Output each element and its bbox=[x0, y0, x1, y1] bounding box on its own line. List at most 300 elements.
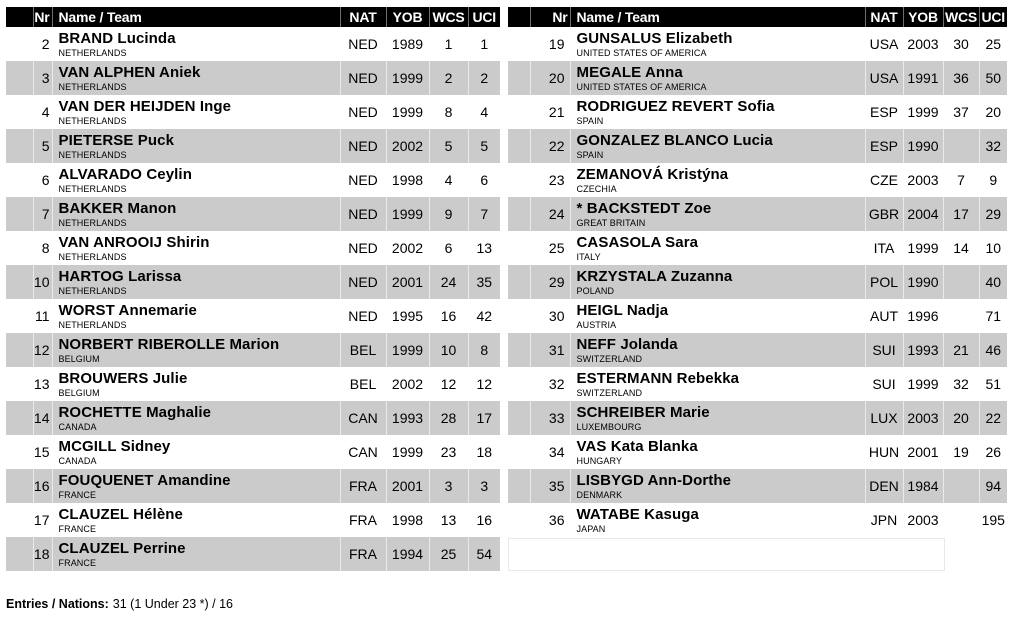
table-row bbox=[508, 401, 1007, 435]
rider-year-of-birth: 1995 bbox=[386, 299, 429, 333]
rider-number: 21 bbox=[530, 95, 570, 129]
table-row bbox=[508, 503, 1007, 537]
rider-name: WORST Annemarie bbox=[58, 301, 197, 319]
rider-name-team bbox=[570, 95, 865, 129]
rider-year-of-birth: 2003 bbox=[903, 163, 943, 197]
row-gutter bbox=[508, 197, 530, 231]
table-row bbox=[6, 27, 500, 61]
rider-nation-code: NED bbox=[340, 61, 386, 95]
rider-number: 17 bbox=[33, 503, 52, 537]
rider-team: NETHERLANDS bbox=[58, 251, 127, 262]
rider-uci-rank: 5 bbox=[468, 129, 500, 163]
rider-team: NETHERLANDS bbox=[58, 81, 127, 92]
header-nr: Nr bbox=[530, 7, 570, 27]
rider-name-team bbox=[52, 367, 340, 401]
rider-nation-code: ESP bbox=[865, 129, 903, 163]
rider-team: NETHERLANDS bbox=[58, 115, 127, 126]
rider-number: 24 bbox=[530, 197, 570, 231]
rider-uci-rank: 42 bbox=[468, 299, 500, 333]
rider-year-of-birth: 1999 bbox=[903, 95, 943, 129]
rider-name-team bbox=[52, 265, 340, 299]
row-gutter bbox=[508, 231, 530, 265]
header-wcs: WCS bbox=[429, 7, 468, 27]
rider-name: MCGILL Sidney bbox=[58, 437, 171, 455]
rider-nation-code: USA bbox=[865, 27, 903, 61]
header-wcs: WCS bbox=[944, 9, 978, 25]
rider-name-team bbox=[570, 27, 865, 61]
rider-wcs-rank bbox=[943, 129, 979, 163]
rider-year-of-birth: 2002 bbox=[386, 129, 429, 163]
rider-team: NETHERLANDS bbox=[58, 217, 127, 228]
rider-wcs-rank: 8 bbox=[429, 95, 468, 129]
rider-team: SWITZERLAND bbox=[576, 387, 643, 398]
table-row bbox=[508, 163, 1007, 197]
rider-name-team bbox=[570, 435, 865, 469]
rider-name-team bbox=[52, 503, 340, 537]
row-gutter bbox=[6, 537, 33, 571]
rider-wcs-rank: 28 bbox=[429, 401, 468, 435]
rider-name-team bbox=[570, 265, 865, 299]
rider-year-of-birth: 1999 bbox=[903, 231, 943, 265]
rider-number: 2 bbox=[33, 27, 52, 61]
rider-name-team bbox=[52, 129, 340, 163]
rider-team: BELGIUM bbox=[58, 387, 100, 398]
rider-wcs-rank: 19 bbox=[943, 435, 979, 469]
rider-number: 12 bbox=[33, 333, 52, 367]
rider-name-team bbox=[570, 129, 865, 163]
header-nr: Nr bbox=[33, 7, 52, 27]
rider-name: CASASOLA Sara bbox=[576, 233, 699, 251]
rider-name-team bbox=[52, 95, 340, 129]
rider-number: 31 bbox=[530, 333, 570, 367]
rider-name: HEIGL Nadja bbox=[576, 301, 669, 319]
table-row bbox=[6, 537, 500, 571]
row-gutter bbox=[508, 333, 530, 367]
rider-wcs-rank: 5 bbox=[429, 129, 468, 163]
rider-year-of-birth: 2001 bbox=[903, 435, 943, 469]
row-gutter bbox=[6, 299, 33, 333]
rider-name: NORBERT RIBEROLLE Marion bbox=[58, 335, 280, 353]
table-row bbox=[6, 231, 500, 265]
rider-number: 5 bbox=[33, 129, 52, 163]
rider-year-of-birth: 2003 bbox=[903, 503, 943, 537]
rider-year-of-birth: 2003 bbox=[903, 27, 943, 61]
rider-nation-code: NED bbox=[340, 299, 386, 333]
row-gutter bbox=[6, 367, 33, 401]
table-row bbox=[6, 333, 500, 367]
rider-wcs-rank: 24 bbox=[429, 265, 468, 299]
rider-uci-rank: 29 bbox=[979, 197, 1007, 231]
rider-name: BAKKER Manon bbox=[58, 199, 177, 217]
rider-wcs-rank: 6 bbox=[429, 231, 468, 265]
rider-wcs-rank: 10 bbox=[429, 333, 468, 367]
rider-uci-rank: 8 bbox=[468, 333, 500, 367]
rider-wcs-rank: 36 bbox=[943, 61, 979, 95]
rider-team: BELGIUM bbox=[58, 353, 100, 364]
rider-wcs-rank bbox=[943, 299, 979, 333]
rider-name: VAN DER HEIJDEN Inge bbox=[58, 97, 232, 115]
rider-nation-code: LUX bbox=[865, 401, 903, 435]
rider-nation-code: NED bbox=[340, 197, 386, 231]
rider-number: 15 bbox=[33, 435, 52, 469]
table-row bbox=[6, 197, 500, 231]
rider-nation-code: AUT bbox=[865, 299, 903, 333]
rider-name-team bbox=[570, 197, 865, 231]
rider-team: LUXEMBOURG bbox=[576, 421, 642, 432]
rider-number: 13 bbox=[33, 367, 52, 401]
rider-nation-code: ESP bbox=[865, 95, 903, 129]
rider-name-team bbox=[570, 503, 865, 537]
rider-number: 23 bbox=[530, 163, 570, 197]
row-gutter bbox=[6, 27, 33, 61]
row-gutter bbox=[6, 503, 33, 537]
rider-name-team bbox=[570, 401, 865, 435]
rider-year-of-birth: 1999 bbox=[386, 61, 429, 95]
rider-name-team bbox=[570, 163, 865, 197]
row-gutter bbox=[508, 163, 530, 197]
rider-nation-code: BEL bbox=[340, 367, 386, 401]
start-list-table-left bbox=[6, 7, 500, 571]
table-row bbox=[508, 299, 1007, 333]
rider-team: SWITZERLAND bbox=[576, 353, 643, 364]
table-row bbox=[6, 95, 500, 129]
rider-team: SPAIN bbox=[576, 115, 604, 126]
rider-uci-rank: 7 bbox=[468, 197, 500, 231]
rider-year-of-birth: 2003 bbox=[903, 401, 943, 435]
header-uci: UCI bbox=[979, 7, 1007, 27]
rider-wcs-rank: 25 bbox=[429, 537, 468, 571]
rider-year-of-birth: 1999 bbox=[386, 197, 429, 231]
rider-uci-rank: 10 bbox=[979, 231, 1007, 265]
rider-number: 34 bbox=[530, 435, 570, 469]
row-gutter bbox=[6, 163, 33, 197]
rider-name: CLAUZEL Perrine bbox=[58, 539, 186, 557]
rider-team: AUSTRIA bbox=[576, 319, 617, 330]
row-gutter bbox=[6, 197, 33, 231]
row-gutter bbox=[508, 265, 530, 299]
rider-number: 18 bbox=[33, 537, 52, 571]
table-row bbox=[508, 333, 1007, 367]
rider-number: 3 bbox=[33, 61, 52, 95]
rider-team: UNITED STATES OF AMERICA bbox=[576, 81, 707, 92]
rider-name: BROUWERS Julie bbox=[58, 369, 188, 387]
rider-number: 29 bbox=[530, 265, 570, 299]
table-row bbox=[508, 469, 1007, 503]
rider-team: JAPAN bbox=[576, 523, 606, 534]
rider-nation-code: CZE bbox=[865, 163, 903, 197]
row-gutter bbox=[508, 95, 530, 129]
rider-number: 25 bbox=[530, 231, 570, 265]
rider-uci-rank: 71 bbox=[979, 299, 1007, 333]
rider-nation-code: NED bbox=[340, 265, 386, 299]
rider-nation-code: NED bbox=[340, 163, 386, 197]
rider-uci-rank: 13 bbox=[468, 231, 500, 265]
rider-name-team bbox=[570, 333, 865, 367]
rider-year-of-birth: 1989 bbox=[386, 27, 429, 61]
rider-number: 19 bbox=[530, 27, 570, 61]
row-gutter bbox=[6, 61, 33, 95]
rider-year-of-birth: 1993 bbox=[386, 401, 429, 435]
rider-team: NETHERLANDS bbox=[58, 149, 127, 160]
start-list-table-right bbox=[508, 7, 1007, 537]
rider-wcs-rank: 2 bbox=[429, 61, 468, 95]
rider-uci-rank: 12 bbox=[468, 367, 500, 401]
header-name-team: Name / Team bbox=[570, 7, 865, 27]
rider-year-of-birth: 1993 bbox=[903, 333, 943, 367]
rider-wcs-rank: 9 bbox=[429, 197, 468, 231]
row-gutter bbox=[508, 299, 530, 333]
rider-number: 8 bbox=[33, 231, 52, 265]
rider-year-of-birth: 1984 bbox=[903, 469, 943, 503]
table-row bbox=[6, 367, 500, 401]
table-row bbox=[6, 265, 500, 299]
rider-team: FRANCE bbox=[58, 489, 97, 500]
table-row bbox=[6, 129, 500, 163]
table-row bbox=[6, 163, 500, 197]
rider-name: VAN ANROOIJ Shirin bbox=[58, 233, 210, 251]
rider-year-of-birth: 1998 bbox=[386, 163, 429, 197]
rider-name: HARTOG Larissa bbox=[58, 267, 182, 285]
rider-number: 11 bbox=[33, 299, 52, 333]
rider-year-of-birth: 1991 bbox=[903, 61, 943, 95]
table-row bbox=[508, 265, 1007, 299]
rider-name-team bbox=[570, 61, 865, 95]
rider-nation-code: NED bbox=[340, 129, 386, 163]
rider-nation-code: USA bbox=[865, 61, 903, 95]
rider-team: ITALY bbox=[576, 251, 601, 262]
rider-wcs-rank: 14 bbox=[943, 231, 979, 265]
rider-name: KRZYSTALA Zuzanna bbox=[576, 267, 733, 285]
rider-year-of-birth: 1999 bbox=[903, 367, 943, 401]
rider-uci-rank: 2 bbox=[468, 61, 500, 95]
rider-wcs-rank: 20 bbox=[943, 401, 979, 435]
rider-year-of-birth: 2002 bbox=[386, 231, 429, 265]
rider-wcs-rank bbox=[943, 265, 979, 299]
rider-uci-rank: 51 bbox=[979, 367, 1007, 401]
rider-wcs-rank bbox=[943, 503, 979, 537]
row-gutter bbox=[6, 333, 33, 367]
rider-uci-rank: 50 bbox=[979, 61, 1007, 95]
rider-name-team bbox=[570, 469, 865, 503]
header-nat: NAT bbox=[865, 7, 903, 27]
header-row bbox=[508, 7, 1007, 27]
rider-name-team bbox=[570, 231, 865, 265]
rider-name-team bbox=[52, 61, 340, 95]
rider-name: SCHREIBER Marie bbox=[576, 403, 710, 421]
rider-team: DENMARK bbox=[576, 489, 623, 500]
rider-name-team bbox=[52, 197, 340, 231]
rider-number: 6 bbox=[33, 163, 52, 197]
rider-team: NETHERLANDS bbox=[58, 319, 127, 330]
rider-name: RODRIGUEZ REVERT Sofia bbox=[576, 97, 775, 115]
rider-nation-code: JPN bbox=[865, 503, 903, 537]
rider-uci-rank: 17 bbox=[468, 401, 500, 435]
header-gutter bbox=[508, 7, 530, 27]
table-row bbox=[6, 435, 500, 469]
rider-name: ESTERMANN Rebekka bbox=[576, 369, 740, 387]
rider-nation-code: SUI bbox=[865, 333, 903, 367]
rider-uci-rank: 195 bbox=[979, 503, 1007, 537]
rider-name-team bbox=[570, 299, 865, 333]
rider-year-of-birth: 1999 bbox=[386, 95, 429, 129]
rider-uci-rank: 22 bbox=[979, 401, 1007, 435]
table-body-left bbox=[6, 27, 500, 571]
row-gutter bbox=[508, 129, 530, 163]
table-row bbox=[508, 27, 1007, 61]
row-gutter bbox=[508, 367, 530, 401]
rider-name: NEFF Jolanda bbox=[576, 335, 678, 353]
rider-year-of-birth: 1996 bbox=[903, 299, 943, 333]
rider-name: ZEMANOVÁ Kristýna bbox=[576, 165, 729, 183]
table-row bbox=[6, 61, 500, 95]
rider-uci-rank: 18 bbox=[468, 435, 500, 469]
right-column bbox=[508, 7, 1007, 571]
rider-name-team bbox=[570, 367, 865, 401]
rider-number: 30 bbox=[530, 299, 570, 333]
rider-uci-rank: 16 bbox=[468, 503, 500, 537]
rider-team: HUNGARY bbox=[576, 455, 623, 466]
rider-nation-code: FRA bbox=[340, 537, 386, 571]
table-row bbox=[6, 503, 500, 537]
rider-name: LISBYGD Ann-Dorthe bbox=[576, 471, 732, 489]
rider-name: MEGALE Anna bbox=[576, 63, 683, 81]
rider-nation-code: ITA bbox=[865, 231, 903, 265]
rider-nation-code: HUN bbox=[865, 435, 903, 469]
rider-wcs-rank: 21 bbox=[943, 333, 979, 367]
table-row bbox=[6, 401, 500, 435]
rider-year-of-birth: 1998 bbox=[386, 503, 429, 537]
rider-nation-code: SUI bbox=[865, 367, 903, 401]
rider-wcs-rank: 16 bbox=[429, 299, 468, 333]
rider-name: * BACKSTEDT Zoe bbox=[576, 199, 712, 217]
table-row bbox=[508, 435, 1007, 469]
table-header-left bbox=[6, 7, 500, 27]
rider-team: CANADA bbox=[58, 421, 97, 432]
rider-number: 20 bbox=[530, 61, 570, 95]
rider-uci-rank: 40 bbox=[979, 265, 1007, 299]
rider-year-of-birth: 1994 bbox=[386, 537, 429, 571]
row-gutter bbox=[508, 503, 530, 537]
rider-team: POLAND bbox=[576, 285, 615, 296]
rider-nation-code: POL bbox=[865, 265, 903, 299]
rider-name-team bbox=[52, 435, 340, 469]
rider-year-of-birth: 2004 bbox=[903, 197, 943, 231]
header-yob: YOB bbox=[386, 7, 429, 27]
rider-number: 7 bbox=[33, 197, 52, 231]
tables-container bbox=[6, 7, 1024, 571]
rider-name: PIETERSE Puck bbox=[58, 131, 175, 149]
rider-nation-code: BEL bbox=[340, 333, 386, 367]
header-yob: YOB bbox=[903, 7, 943, 27]
empty-row-placeholder bbox=[508, 538, 945, 571]
table-row bbox=[508, 95, 1007, 129]
rider-team: NETHERLANDS bbox=[58, 47, 127, 58]
rider-nation-code: FRA bbox=[340, 503, 386, 537]
row-gutter bbox=[508, 27, 530, 61]
rider-year-of-birth: 1990 bbox=[903, 129, 943, 163]
rider-uci-rank: 1 bbox=[468, 27, 500, 61]
rider-name: VAN ALPHEN Aniek bbox=[58, 63, 201, 81]
rider-team: NETHERLANDS bbox=[58, 183, 127, 194]
rider-uci-rank: 54 bbox=[468, 537, 500, 571]
rider-number: 4 bbox=[33, 95, 52, 129]
rider-uci-rank: 32 bbox=[979, 129, 1007, 163]
rider-name: BRAND Lucinda bbox=[58, 29, 176, 47]
rider-name-team bbox=[52, 469, 340, 503]
rider-wcs-rank bbox=[943, 469, 979, 503]
row-gutter bbox=[6, 129, 33, 163]
row-gutter bbox=[508, 435, 530, 469]
rider-team: NETHERLANDS bbox=[58, 285, 127, 296]
row-gutter bbox=[508, 61, 530, 95]
rider-wcs-rank: 7 bbox=[943, 163, 979, 197]
rider-nation-code: NED bbox=[340, 231, 386, 265]
rider-uci-rank: 9 bbox=[979, 163, 1007, 197]
rider-uci-rank: 35 bbox=[468, 265, 500, 299]
rider-name-team bbox=[52, 401, 340, 435]
row-gutter bbox=[508, 401, 530, 435]
rider-team: UNITED STATES OF AMERICA bbox=[576, 47, 707, 58]
rider-number: 10 bbox=[33, 265, 52, 299]
rider-number: 16 bbox=[33, 469, 52, 503]
table-body-right bbox=[508, 27, 1007, 537]
rider-uci-rank: 26 bbox=[979, 435, 1007, 469]
rider-year-of-birth: 1990 bbox=[903, 265, 943, 299]
rider-team: GREAT BRITAIN bbox=[576, 217, 646, 228]
header-uci: UCI bbox=[468, 7, 500, 27]
rider-name: GONZALEZ BLANCO Lucia bbox=[576, 131, 773, 149]
rider-number: 22 bbox=[530, 129, 570, 163]
rider-number: 33 bbox=[530, 401, 570, 435]
rider-name-team bbox=[52, 163, 340, 197]
rider-uci-rank: 20 bbox=[979, 95, 1007, 129]
rider-number: 14 bbox=[33, 401, 52, 435]
row-gutter bbox=[508, 469, 530, 503]
row-gutter bbox=[6, 469, 33, 503]
header-row bbox=[6, 7, 500, 27]
rider-nation-code: FRA bbox=[340, 469, 386, 503]
row-gutter bbox=[6, 95, 33, 129]
rider-name-team bbox=[52, 537, 340, 571]
rider-number: 36 bbox=[530, 503, 570, 537]
rider-name: ROCHETTE Maghalie bbox=[58, 403, 212, 421]
table-header-right bbox=[508, 7, 1007, 27]
rider-wcs-rank: 17 bbox=[943, 197, 979, 231]
rider-uci-rank: 4 bbox=[468, 95, 500, 129]
rider-uci-rank: 94 bbox=[979, 469, 1007, 503]
header-nat: NAT bbox=[340, 7, 386, 27]
rider-year-of-birth: 1999 bbox=[386, 333, 429, 367]
rider-name-team bbox=[52, 231, 340, 265]
rider-team: FRANCE bbox=[58, 523, 97, 534]
table-row bbox=[508, 367, 1007, 401]
rider-year-of-birth: 2001 bbox=[386, 469, 429, 503]
rider-nation-code: NED bbox=[340, 95, 386, 129]
rider-uci-rank: 46 bbox=[979, 333, 1007, 367]
table-row bbox=[508, 129, 1007, 163]
rider-uci-rank: 25 bbox=[979, 27, 1007, 61]
rider-wcs-rank: 30 bbox=[943, 27, 979, 61]
rider-wcs-rank: 12 bbox=[429, 367, 468, 401]
rider-name: ALVARADO Ceylin bbox=[58, 165, 192, 183]
rider-team: SPAIN bbox=[576, 149, 604, 160]
row-gutter bbox=[6, 435, 33, 469]
entries-nations-label: Entries / Nations: bbox=[6, 597, 109, 611]
entries-nations-summary bbox=[6, 597, 1024, 611]
rider-number: 35 bbox=[530, 469, 570, 503]
table-row bbox=[508, 61, 1007, 95]
table-row bbox=[6, 299, 500, 333]
